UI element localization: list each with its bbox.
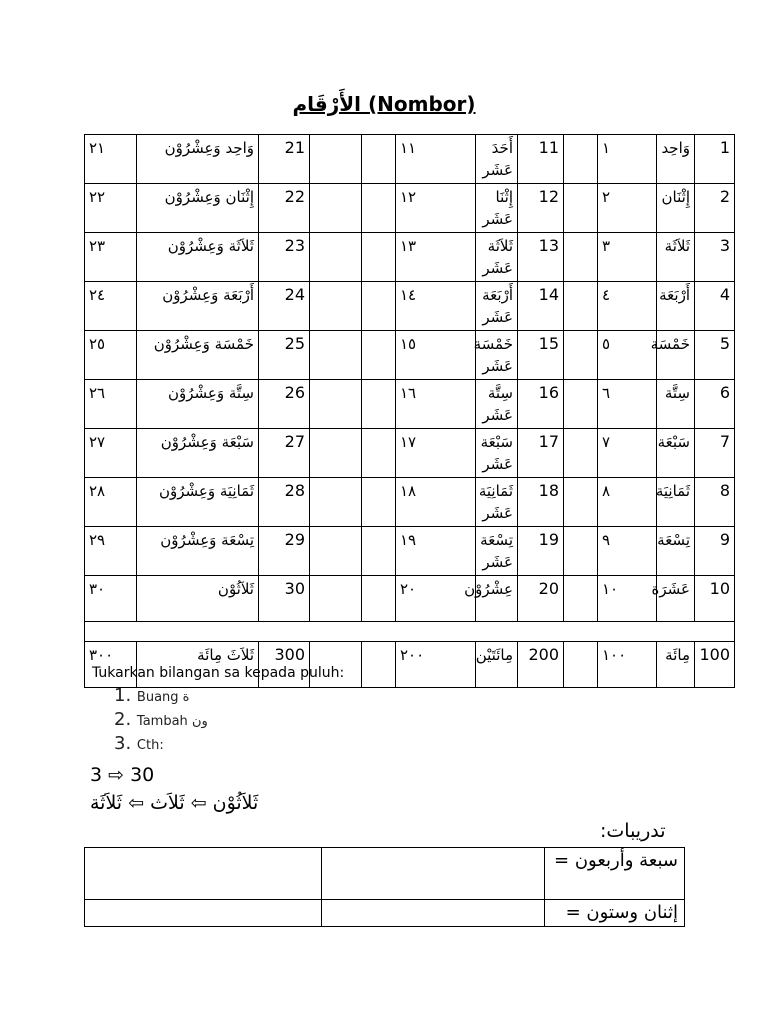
table-row [85,331,735,380]
arabic-word-cell: إِثْنَا عَشَر [476,184,518,233]
spacer-cell [564,429,598,478]
arabic-word-cell: ثَمَانِيَة [657,478,695,527]
arabic-word-cell: عَشَرَة [657,576,695,622]
indic-numeral-cell: ١٠٠ [598,642,657,688]
spacer-cell [564,184,598,233]
indic-numeral-cell: ٢١ [85,135,137,184]
spacer-cell [564,282,598,331]
arabic-word-cell: خَمْسَة [657,331,695,380]
arabic-word-cell: ثَلاَثُوْن [137,576,259,622]
arabic-word-cell: ثَلاَثَة [657,233,695,282]
spacer-cell [564,576,598,622]
indic-numeral-cell: ١٧ [396,429,476,478]
spacer-cell [362,331,396,380]
spacer-cell [310,184,362,233]
number-cell: 2 [695,184,735,233]
spacer-cell [310,527,362,576]
arabic-word-cell: خَمْسَة عَشَر [476,331,518,380]
arabic-word-cell: سَبْعَة وَعِشْرُوْن [137,429,259,478]
number-cell: 25 [259,331,310,380]
arabic-word-cell: مِائَة [657,642,695,688]
indic-numeral-cell: ٥ [598,331,657,380]
number-cell: 12 [518,184,564,233]
exercise-question-cell: إثنان وستون = [545,900,685,927]
note-item: 3. Cth: [114,733,164,754]
number-cell: 22 [259,184,310,233]
arabic-word-cell: سِتَّة [657,380,695,429]
arabic-word-cell: تِسْعَة [657,527,695,576]
indic-numeral-cell: ١٦ [396,380,476,429]
indic-numeral-cell: ٨ [598,478,657,527]
spacer-cell [564,527,598,576]
arabic-word-cell: خَمْسَة وَعِشْرُوْن [137,331,259,380]
table-row [85,380,735,429]
exercise-table [84,847,685,927]
number-cell: 24 [259,282,310,331]
spacer-cell [310,233,362,282]
spacer-cell [564,478,598,527]
spacer-cell [362,135,396,184]
example-words: ثَلاَثُوْن ⇦ ثَلاَث ⇦ ثَلاَثَة [90,792,259,814]
indic-numeral-cell: ٢٩ [85,527,137,576]
indic-numeral-cell: ٦ [598,380,657,429]
indic-numeral-cell: ٧ [598,429,657,478]
spacer-cell [362,527,396,576]
table-row [85,233,735,282]
arabic-word-cell: سَبْعَة [657,429,695,478]
table-row [85,184,735,233]
number-cell: 17 [518,429,564,478]
number-cell: 14 [518,282,564,331]
spacer-cell [564,380,598,429]
number-cell: 16 [518,380,564,429]
number-cell: 10 [695,576,735,622]
spacer-row-cell [85,622,735,642]
notes-section [92,665,344,757]
number-cell: 18 [518,478,564,527]
spacer-cell [564,233,598,282]
example-numbers: 3 ⇨ 30 [90,764,155,786]
table-row [85,282,735,331]
table-row [85,135,735,184]
arabic-word-cell: أَحَدَ عَشَر [476,135,518,184]
indic-numeral-cell: ١٣ [396,233,476,282]
arabic-word-cell: سِتَّة وَعِشْرُوْن [137,380,259,429]
table-row [85,429,735,478]
arabic-word-cell: أَرْبَعَة وَعِشْرُوْن [137,282,259,331]
indic-numeral-cell: ١٥ [396,331,476,380]
number-cell: 29 [259,527,310,576]
indic-numeral-cell: ٢٥ [85,331,137,380]
number-cell: 11 [518,135,564,184]
number-cell: 4 [695,282,735,331]
indic-numeral-cell: ١ [598,135,657,184]
arabic-word-cell: أَرْبَعَة عَشَر [476,282,518,331]
arabic-word-cell: ثَلاَثَة وَعِشْرُوْن [137,233,259,282]
arabic-word-cell: وَاحِد وَعِشْرُوْن [137,135,259,184]
arabic-word-cell: ثَلاَثَ مِائَة [137,642,259,688]
number-cell: 200 [518,642,564,688]
number-cell: 19 [518,527,564,576]
number-cell: 3 [695,233,735,282]
spacer-cell [310,380,362,429]
spacer-cell [564,135,598,184]
arabic-word-cell: عِشْرُوْن [476,576,518,622]
arabic-word-cell: تِسْعَة عَشَر [476,527,518,576]
number-cell: 23 [259,233,310,282]
indic-numeral-cell: ٣٠٠ [85,642,137,688]
arabic-word-cell: أَرْبَعَة [657,282,695,331]
arabic-word-cell: وَاحِد [657,135,695,184]
number-cell: 28 [259,478,310,527]
number-cell: 15 [518,331,564,380]
number-cell: 21 [259,135,310,184]
table-row [85,527,735,576]
spacer-cell [362,576,396,622]
page-title: الأَرْقَام (Nombor) [292,92,476,116]
spacer-cell [310,282,362,331]
numbers-table [84,134,735,688]
spacer-cell [362,282,396,331]
number-cell: 5 [695,331,735,380]
indic-numeral-cell: ١٨ [396,478,476,527]
table-row [85,622,735,642]
indic-numeral-cell: ٣٠ [85,576,137,622]
exercise-answer-cell[interactable] [322,848,545,900]
arabic-word-cell: مِائَتَيْن [476,642,518,688]
note-item: 2. Tambah ون [114,709,208,730]
arabic-word-cell: سَبْعَة عَشَر [476,429,518,478]
indic-numeral-cell: ١٢ [396,184,476,233]
arabic-word-cell: ثَمَانِيَة عَشَر [476,478,518,527]
number-cell: 7 [695,429,735,478]
spacer-cell [362,478,396,527]
spacer-cell [310,576,362,622]
indic-numeral-cell: ١٤ [396,282,476,331]
number-cell: 9 [695,527,735,576]
indic-numeral-cell: ١٩ [396,527,476,576]
exercise-title: تدريبات: [600,820,666,842]
indic-numeral-cell: ٢٦ [85,380,137,429]
arabic-word-cell: إِثْنَان وَعِشْرُوْن [137,184,259,233]
arabic-word-cell: تِسْعَة وَعِشْرُوْن [137,527,259,576]
exercise-answer-cell[interactable] [85,848,322,900]
indic-numeral-cell: ٢٨ [85,478,137,527]
table-row [85,478,735,527]
number-cell: 6 [695,380,735,429]
indic-numeral-cell: ٢٢ [85,184,137,233]
exercise-question-cell: سبعة وأربعون = [545,848,685,900]
exercise-answer-cell[interactable] [322,900,545,927]
spacer-cell [310,478,362,527]
spacer-cell [362,184,396,233]
spacer-cell [362,233,396,282]
notes-heading: Tukarkan bilangan sa kepada puluh: [92,665,345,681]
table-row [85,576,735,622]
indic-numeral-cell: ٢٠٠ [396,642,476,688]
indic-numeral-cell: ٤ [598,282,657,331]
number-cell: 13 [518,233,564,282]
indic-numeral-cell: ٢٣ [85,233,137,282]
indic-numeral-cell: ٢٧ [85,429,137,478]
indic-numeral-cell: ١١ [396,135,476,184]
number-cell: 8 [695,478,735,527]
indic-numeral-cell: ٣ [598,233,657,282]
spacer-cell [362,429,396,478]
note-item: 1. Buang ة [114,685,190,706]
number-cell: 27 [259,429,310,478]
arabic-word-cell: ثَمَانِيَة وَعِشْرُوْن [137,478,259,527]
number-cell: 300 [259,642,310,688]
spacer-cell [310,429,362,478]
exercise-row [85,848,685,900]
spacer-cell [310,135,362,184]
exercise-answer-cell[interactable] [85,900,322,927]
indic-numeral-cell: ٢٠ [396,576,476,622]
arabic-word-cell: ثَلاَثَة عَشَر [476,233,518,282]
spacer-cell [564,642,598,688]
arabic-word-cell: إِثْنَان [657,184,695,233]
number-cell: 100 [695,642,735,688]
indic-numeral-cell: ٢ [598,184,657,233]
spacer-cell [310,331,362,380]
spacer-cell [564,331,598,380]
number-cell: 1 [695,135,735,184]
number-cell: 30 [259,576,310,622]
spacer-cell [362,380,396,429]
indic-numeral-cell: ١٠ [598,576,657,622]
number-cell: 26 [259,380,310,429]
spacer-cell [362,642,396,688]
exercise-row [85,900,685,927]
indic-numeral-cell: ٢٤ [85,282,137,331]
number-cell: 20 [518,576,564,622]
arabic-word-cell: سِتَّة عَشَر [476,380,518,429]
indic-numeral-cell: ٩ [598,527,657,576]
